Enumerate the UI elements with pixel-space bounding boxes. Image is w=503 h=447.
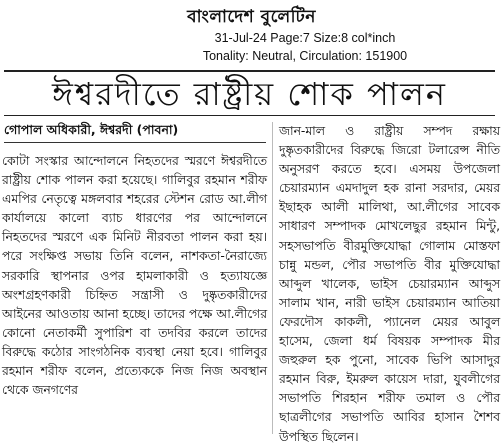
article-body-left: কোটা সংস্কার আন্দোলনে নিহতদের স্মরণে ঈশ্বরদীতে রাষ্ট্রীয় শোক পালন করা হয়েছে। গালিবুর রহমান শরীফ এমপির নেতৃত্বে মঙ্গলবার শহরের স্টেশন রোড আ.লীগ কার্যালয়ে কালো ব্যাচ ধারণের পর আন্দোলনে নিহতদের স্মরণে এক মিনিট নীরবতা পালন করা হয়। পরে সংক্ষিপ্ত সভায় তিনি বলেন, নাশকতা-নৈরাজ্যে সরকারি স্থাপনার ওপর হামলাকারী ও হত্যাযজ্ঞে অংশগ্রহণকারী চিহ্নিত সন্ত্রাসী ও দুষ্কৃতকারীদের আইনের আওতায় আনা হচ্ছে। তাদের পক্ষে আ.লীগের কোনো নেতাকর্মী সুপারিশ বা তদবির করলে তাদের বিরুদ্ধে কঠোর সাংগঠনিক ব্যবস্থা নেয়া হবে। গালিবুর রহমান শরীফ বলেন, প্রত্যেককে নিজ নিজ অবস্থান থেকে জনগণের bbox=[2, 154, 267, 398]
article-column-left bbox=[2, 152, 267, 400]
newspaper-masthead: বাংলাদেশ বুলেটিন bbox=[187, 7, 316, 27]
article-byline: গোপাল অধিকারী, ঈশ্বরদী (পাবনা) bbox=[4, 122, 179, 137]
clip-info bbox=[140, 29, 470, 65]
clip-tonality-circulation: Tonality: Neutral, Circulation: 151900 bbox=[202, 49, 408, 63]
article-headline: ঈশ্বরদীতে রাষ্ট্রীয় শোক পালন bbox=[52, 74, 447, 113]
headline-box bbox=[4, 70, 495, 116]
byline-rule bbox=[4, 142, 266, 143]
clip-date-page-size: 31-Jul-24 Page:7 Size:8 col*inch bbox=[214, 31, 396, 45]
article-body-right: জান-মাল ও রাষ্ট্রীয় সম্পদ রক্ষায় দুষ্কৃতকারীদের বিরুদ্ধে জিরো টলারেন্স নীতি অনুসরণ করতে হবে। এসময় উপজেলা চেয়ারম্যান এমদাদুল হক রানা সরদার, মেয়র ইছাহক আলী মালিথা, আ.লীগের সাবেক সাধারণ সম্পাদক মোখলেছুর রহমান মিন্টু, সহসভাপতি বীরমুক্তিযোদ্ধা গোলাম মোস্তফা চান্নু মন্ডল, পৌর সভাপতি বীর মুক্তিযোদ্ধা আব্দুল খালেক, ভাইস চেয়ারম্যান আব্দুস সালাম খান, নারী ভাইস চেয়ারম্যান আতিয়া ফেরদৌস কাকলী, প্যানেল মেয়র আবুল হাসেম, জেলা ধর্ম বিষয়ক সম্পাদক মীর জহুরুল হক পুনো, সাবেক ভিপি আসাদুর রহমান বিরু, ইমরুল কায়েস দারা, যুবলীগের সভাপতি শিরহান শরীফ তমাল ও পৌর ছাত্রলীগের সভাপতি আবির হাসান শৈশব উপস্থিত ছিলেন। bbox=[279, 124, 500, 444]
column-divider bbox=[272, 122, 273, 434]
article-column-right bbox=[279, 122, 500, 447]
